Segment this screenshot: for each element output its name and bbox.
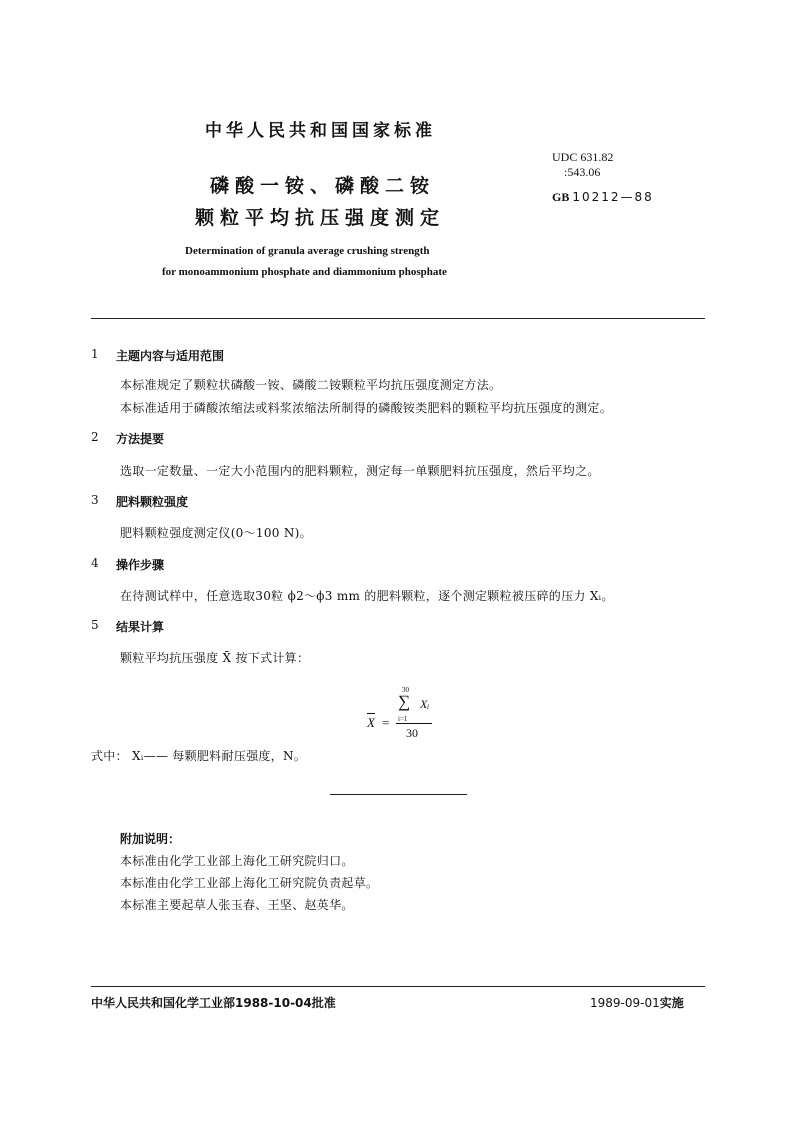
formula-equals: =: [382, 715, 390, 730]
section-end-divider: [330, 794, 467, 795]
section-number: 4: [91, 556, 99, 570]
appendix-line: 本标准主要起草人张玉春、王坚、赵英华。: [120, 898, 354, 912]
section-title: 方法提要: [116, 432, 165, 446]
section-paragraph: 选取一定数量、一定大小范围内的肥料颗粒，测定每一单颗肥料抗压强度，然后平均之。: [120, 464, 600, 478]
formula-note: 式中： Xᵢ—— 每颗肥料耐压强度，N。: [91, 749, 307, 763]
effective-line: [590, 994, 684, 1011]
section-number: 1: [91, 347, 99, 361]
section-number: 2: [91, 430, 99, 444]
gb-code: 10212—88: [572, 190, 654, 204]
appendix-title: 附加说明：: [120, 832, 181, 846]
section-title: 操作步骤: [116, 558, 165, 572]
udc-line2: :543.06: [564, 165, 601, 179]
approval-line: 中华人民共和国化学工业部1988-10-04批准: [91, 996, 336, 1010]
section-title: 结果计算: [116, 620, 165, 634]
footer-divider: [91, 986, 705, 987]
sum-upper-limit: 30: [402, 686, 409, 694]
gb-prefix: GB: [552, 190, 570, 204]
sum-term: Xᵢ: [420, 697, 430, 711]
section-paragraph: 颗粒平均抗压强度 X̄ 按下式计算：: [120, 651, 310, 665]
section-number: 3: [91, 493, 99, 507]
document-title-line1: 磷酸一铵、磷酸二铵: [210, 175, 436, 197]
header-divider: [91, 318, 705, 319]
section-paragraph: 肥料颗粒强度测定仪(0～100 N)。: [120, 526, 312, 540]
section-paragraph: 在待测试样中，任意选取30粒 ϕ2～ϕ3 mm 的肥料颗粒，逐个测定颗粒被压碎的压力 Xᵢ。: [120, 589, 614, 603]
udc-classification: [552, 150, 613, 180]
section-title: 主题内容与适用范围: [116, 349, 225, 363]
fraction-bar: [396, 723, 432, 724]
sum-lower-limit: i=1: [398, 715, 408, 723]
mean-formula: [360, 685, 480, 745]
appendix-line: 本标准由化学工业部上海化工研究院归口。: [120, 854, 354, 868]
english-title-line1: Determination of granula average crushing strength: [185, 245, 430, 257]
english-title-line2: for monoammonium phosphate and diammonium phosphate: [162, 266, 447, 278]
effective-date: 1989-09-01: [590, 996, 660, 1010]
appendix-line: 本标准由化学工业部上海化工研究院负责起草。: [120, 876, 379, 890]
national-standard-heading: 中华人民共和国国家标准: [205, 121, 436, 141]
gb-standard-number: [552, 190, 654, 205]
udc-line1: UDC 631.82: [552, 150, 614, 164]
overbar: [367, 713, 375, 714]
formula-denominator: 30: [406, 726, 418, 740]
section-number: 5: [91, 618, 99, 632]
document-title-line2: 颗粒平均抗压强度测定: [195, 207, 446, 229]
effective-label: 实施: [659, 996, 684, 1010]
sum-symbol: ∑: [398, 692, 411, 711]
formula-lhs: X: [367, 715, 375, 730]
section-paragraph: 本标准适用于磷酸浓缩法或料浆浓缩法所制得的磷酸铵类肥料的颗粒平均抗压强度的测定。: [120, 401, 613, 415]
section-title: 肥料颗粒强度: [116, 495, 189, 509]
section-paragraph: 本标准规定了颗粒状磷酸一铵、磷酸二铵颗粒平均抗压强度测定方法。: [120, 378, 502, 392]
